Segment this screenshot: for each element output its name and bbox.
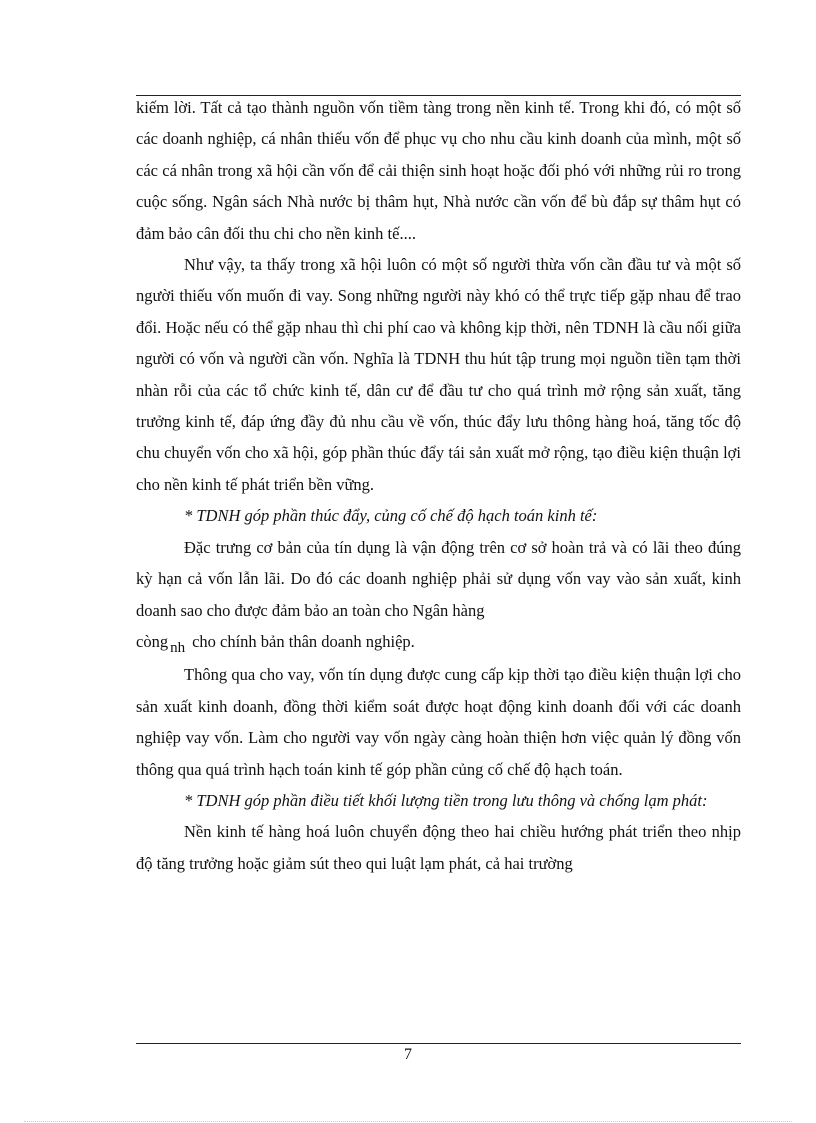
page-number: 7 [404,1046,412,1063]
paragraph-continuation: kiếm lời. Tất cả tạo thành nguồn vốn tiềm tàng trong nền kinh tế. Trong khi đó, có một số các doanh nghiệp, cá nhân thiếu vốn để phục vụ cho nhu cầu kinh doanh của mình, một số các cá nhân trong xã hội cần vốn để cải thiện sinh hoạt hoặc đối phó với những rủi ro trong cuộc sống. Ngân sách Nhà nước bị thâm hụt, Nhà nước cần vốn để bù đắp sự thâm hụt có đảm bảo cân đối thu chi cho nền kinh tế.... [136,98,741,243]
paragraph-lending: Thông qua cho vay, vốn tín dụng được cung cấp kịp thời tạo điều kiện thuận lợi cho sản xuất kinh doanh, đồng thời kiểm soát được hoạt động kinh doanh đối với các doanh nghiệp vay vốn. Làm cho người vay vốn ngày càng hoàn thiện hơn việc quản lý đồng vốn thông qua quá trình hạch toán kinh tế góp phần củng cố chế độ hạch toán. [136,665,741,779]
fragment-start: còng [136,631,169,651]
paragraph-fragment-line [136,626,741,659]
body-text [136,92,741,879]
paragraph-economy-directions: Nền kinh tế hàng hoá luôn chuyển động theo hai chiều hướng phát triển theo nhịp độ tăng trưởng hoặc giảm sút theo qui luật lạm phát, cả hai trường [136,822,741,873]
fragment-subscript: nh [170,639,186,656]
heading-accounting-regime: * TDNH góp phần thúc đẩy, củng cố chế độ hạch toán kinh tế: [184,506,598,526]
footer-rule [136,1043,741,1044]
fragment-end: cho chính bản thân doanh nghiệp. [192,631,415,651]
page-edge-divider [24,1121,792,1122]
paragraph-credit-bridge: Như vậy, ta thấy trong xã hội luôn có một số người thừa vốn cần đầu tư và một số người thiếu vốn muốn đi vay. Song những người này khó có thể trực tiếp gặp nhau để trao đổi. Hoặc nếu có thể gặp nhau thì chi phí cao và không kịp thời, nên TDNH là cầu nối giữa người có vốn và người cần vốn. Nghĩa là TDNH thu hút tập trung mọi nguồn tiền tạm thời nhàn rỗi của các tổ chức kinh tế, dân cư để đầu tư cho quá trình mở rộng sản xuất, tăng trưởng kinh tế, đáp ứng đầy đủ nhu cầu về vốn, thúc đẩy lưu thông hàng hoá, tăng tốc độ chu chuyển vốn cho xã hội, góp phần thúc đẩy tái sản xuất mở rộng, tạo điều kiện thuận lợi cho nền kinh tế phát triển bền vững. [136,255,741,494]
paragraph-credit-characteristics: Đặc trưng cơ bản của tín dụng là vận động trên cơ sở hoàn trả và có lãi theo đúng kỳ hạn cả vốn lẫn lãi. Do đó các doanh nghiệp phải sử dụng vốn vay vào sản xuất, kinh doanh sao cho được đảm bảo an toàn cho Ngân hàng [136,537,741,620]
heading-money-circulation: * TDNH góp phần điều tiết khối lượng tiền trong lưu thông và chống lạm phát: [184,790,708,810]
